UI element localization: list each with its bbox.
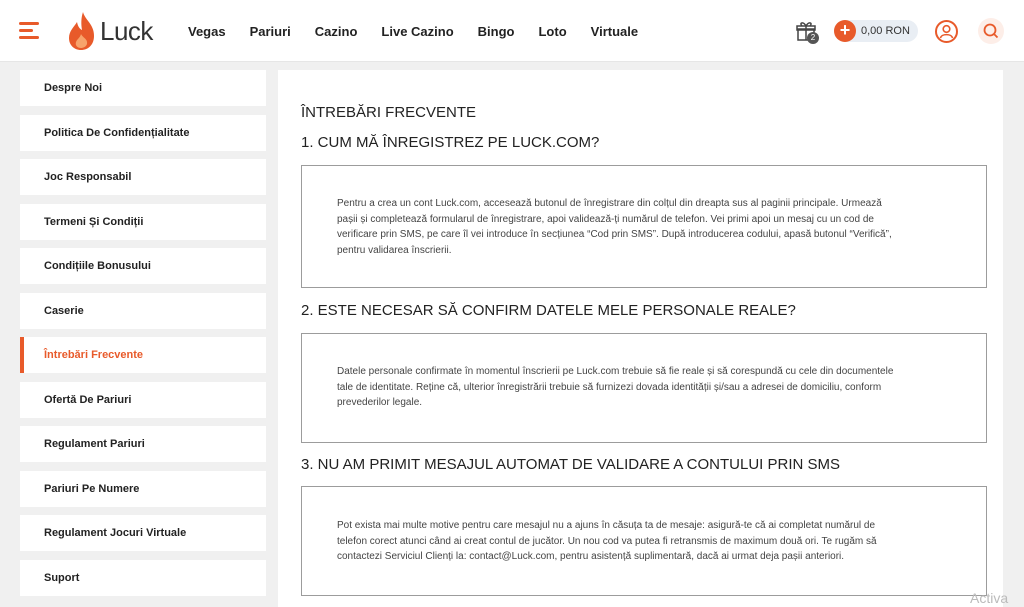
faq-answer-1 (301, 165, 987, 288)
sidebar-item-caserie[interactable]: Caserie (20, 293, 266, 329)
sidebar-menu (20, 70, 266, 604)
answer-line: prevederilor legale. (337, 397, 423, 408)
page-title: ÎNTREBĂRI FRECVENTE (301, 104, 477, 121)
answer-line: pașii și completează formularul de înregistrare, apoi validează-ți numărul de telefon. Vei primi apoi un mesaj cu un cod de (337, 213, 874, 225)
search-button[interactable] (978, 18, 1004, 44)
faq-answer-2-text (337, 364, 953, 411)
menu-icon[interactable] (19, 22, 41, 40)
sidebar-item-regulament-jocuri-virtuale[interactable]: Regulament Jocuri Virtuale (20, 515, 266, 551)
nav-loto[interactable]: Loto (538, 23, 567, 39)
plus-icon[interactable]: + (834, 20, 856, 42)
sidebar-item-oferta-pariuri[interactable]: Ofertă De Pariuri (20, 382, 266, 418)
user-button[interactable] (935, 20, 958, 43)
balance-widget[interactable] (834, 20, 918, 42)
nav-cazino[interactable]: Cazino (314, 23, 358, 39)
nav-virtuale[interactable]: Virtuale (590, 23, 639, 39)
logo[interactable] (66, 10, 153, 52)
top-bar (0, 0, 1024, 62)
nav-pariuri[interactable]: Pariuri (249, 23, 291, 39)
answer-line: tale de identitate. Reține că, ulterior înregistrării trebuie să furnizezi dovada identității și/sau a adresei de domiciliu, conform (337, 381, 882, 393)
answer-line: verificare prin SMS, pe care îl vei introduce în secțiunea “Cod prin SMS”. După introducerea codului, apasă butonul “Verifică”, (337, 229, 892, 240)
answer-line: contactezi Serviciul Clienți la: contact@Luck.com, pentru asistență suplimentară, dacă ai urmat deja pașii anteriori. (337, 551, 845, 562)
answer-line: Pot exista mai multe motive pentru care mesajul nu a ajuns în căsuța ta de mesaje: asigură-te că ai completat numărul de (337, 520, 876, 531)
faq-question-3: 3. NU AM PRIMIT MESAJUL AUTOMAT DE VALIDARE A CONTULUI PRIN SMS (301, 456, 841, 473)
logo-text: Luck (100, 15, 153, 46)
flame-logo-icon (66, 10, 98, 52)
nav-live-cazino[interactable]: Live Cazino (381, 23, 454, 39)
gift-count-badge: 2 (807, 32, 819, 44)
faq-answer-1-text (337, 196, 953, 258)
balance-amount: 0,00 RON (861, 25, 910, 37)
nav-vegas[interactable]: Vegas (188, 23, 226, 39)
sidebar-item-conditiile-bonusului[interactable]: Condițiile Bonusului (20, 248, 266, 284)
sidebar-item-intrebari-frecvente[interactable]: Întrebări Frecvente (20, 337, 266, 373)
search-icon (978, 18, 1004, 44)
main-nav (188, 0, 662, 62)
activation-watermark: Activa (970, 590, 1009, 606)
sidebar-item-regulament-pariuri[interactable]: Regulament Pariuri (20, 426, 266, 462)
answer-line: Pentru a crea un cont Luck.com, accesează butonul de înregistrare din colțul din dreapta sus al paginii principale. Urmează (337, 198, 882, 209)
sidebar-item-despre-noi[interactable]: Despre Noi (20, 70, 266, 106)
faq-answer-3-text (337, 518, 953, 565)
answer-line: telefon corect atunci când ai creat contul de jucător. Un nou cod va putea fi retransmis de maximum două ori. Te rugăm să (337, 535, 877, 547)
sidebar-item-termeni-conditii[interactable]: Termeni Și Condiții (20, 204, 266, 240)
faq-question-2: 2. ESTE NECESAR SĂ CONFIRM DATELE MELE PERSONALE REALE? (301, 302, 796, 319)
nav-bingo[interactable]: Bingo (477, 23, 515, 39)
gift-button[interactable] (795, 20, 821, 46)
sidebar-item-politica-confidentialitate[interactable]: Politica De Confidențialitate (20, 115, 266, 151)
faq-content (278, 70, 1003, 607)
sidebar-item-suport[interactable]: Suport (20, 560, 266, 596)
faq-answer-2 (301, 333, 987, 443)
faq-answer-3 (301, 486, 987, 596)
sidebar-item-pariuri-pe-numere[interactable]: Pariuri Pe Numere (20, 471, 266, 507)
user-icon (937, 22, 956, 41)
answer-line: pentru validarea înscrierii. (337, 244, 452, 256)
faq-question-1: 1. CUM MĂ ÎNREGISTREZ PE LUCK.COM? (301, 134, 600, 151)
sidebar-item-joc-responsabil[interactable]: Joc Responsabil (20, 159, 266, 195)
answer-line: Datele personale confirmate în momentul înscrierii pe Luck.com trebuie să fie reale și să corespundă cu cele din documentele (337, 366, 894, 377)
